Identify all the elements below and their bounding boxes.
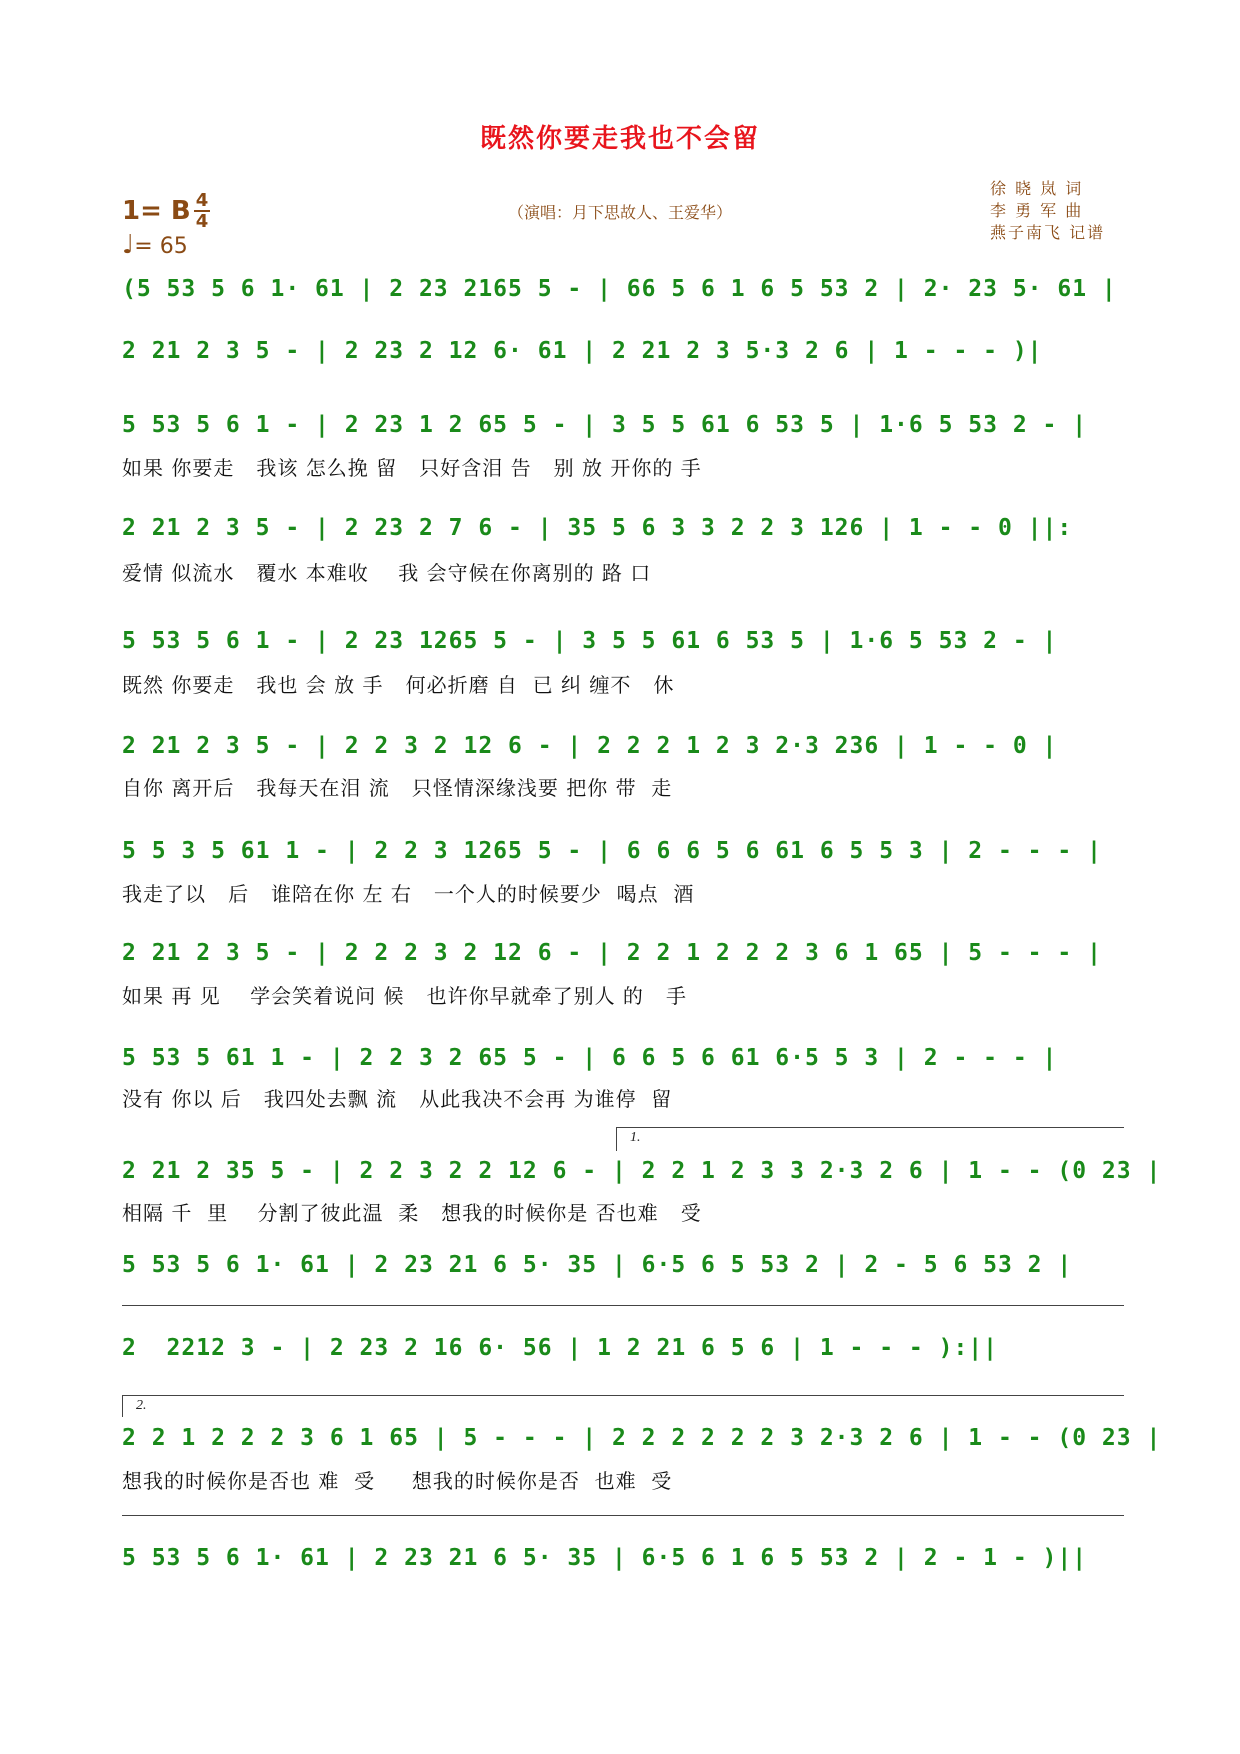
- tempo-value: = 65: [134, 234, 188, 259]
- lyrics-row-7: 我走了以 后 谁陪在你 左 右 一个人的时候要少 喝点 酒: [122, 882, 695, 906]
- notes-row-6: 2 21 2 3 5 - | 2 2 3 2 12 6 - | 2 2 2 1 2 3 2·3 236 | 1 - - 0 |: [122, 733, 1058, 759]
- song-title: 既然你要走我也不会留: [479, 124, 760, 154]
- key-signature: 1= B: [122, 196, 191, 226]
- lyrics-row-3: 如果 你要走 我该 怎么挽 留 只好含泪 告 别 放 开你的 手: [122, 456, 702, 480]
- notes-row-11: 5 53 5 6 1· 61 | 2 23 21 6 5· 35 | 6·5 6 5 53 2 | 2 - 5 6 53 2 |: [122, 1252, 1073, 1278]
- lyrics-row-5: 既然 你要走 我也 会 放 手 何必折磨 自 已 纠 缠不 休: [122, 673, 675, 697]
- meter-top: 4: [195, 190, 209, 211]
- notes-row-8: 2 21 2 3 5 - | 2 2 2 3 2 12 6 - | 2 2 1 2 2 2 3 6 1 65 | 5 - - - |: [122, 940, 1102, 966]
- notes-row-9: 5 53 5 61 1 - | 2 2 3 2 65 5 - | 6 6 5 6 61 6·5 5 3 | 2 - - - |: [122, 1045, 1058, 1071]
- notes-row-4: 2 21 2 3 5 - | 2 23 2 7 6 - | 35 5 6 3 3 2 2 3 126 | 1 - - 0 ||:: [122, 515, 1073, 541]
- lyrics-row-9: 没有 你以 后 我四处去飘 流 从此我决不会再 为谁停 留: [122, 1087, 673, 1111]
- volta-1-label: 1.: [630, 1130, 641, 1145]
- volta-2-continuation: [122, 1515, 1124, 1516]
- notes-row-2: 2 21 2 3 5 - | 2 23 2 12 6· 61 | 2 21 2 3 5·3 2 6 | 1 - - - )|: [122, 338, 1043, 364]
- volta-1-bracket: [616, 1127, 617, 1151]
- notes-row-7: 5 5 3 5 61 1 - | 2 2 3 1265 5 - | 6 6 6 5 6 61 6 5 5 3 | 2 - - - |: [122, 838, 1102, 864]
- meter-bottom: 4: [195, 211, 209, 232]
- credit-lyricist: 徐 晓 岚 词: [990, 179, 1084, 198]
- tempo-marking: [122, 230, 188, 260]
- lyrics-row-10: 相隔 千 里 分割了彼此温 柔 想我的时候你是 否也难 受: [122, 1201, 702, 1225]
- quarter-note-icon: ♩: [122, 230, 135, 260]
- singers: （演唱：月下思故人、王爱华）: [507, 203, 732, 222]
- notes-row-10: 2 21 2 35 5 - | 2 2 3 2 2 12 6 - | 2 2 1 2 3 3 2·3 2 6 | 1 - - (0 23 |: [122, 1158, 1162, 1184]
- notes-row-14: 5 53 5 6 1· 61 | 2 23 21 6 5· 35 | 6·5 6 1 6 5 53 2 | 2 - 1 - )||: [122, 1545, 1088, 1571]
- volta-2-label: 2.: [136, 1398, 147, 1413]
- notes-row-13: 2 2 1 2 2 2 3 6 1 65 | 5 - - - | 2 2 2 2 2 2 3 2·3 2 6 | 1 - - (0 23 |: [122, 1425, 1162, 1451]
- credit-composer: 李 勇 军 曲: [990, 201, 1084, 220]
- credit-transcriber: 燕子南飞 记谱: [990, 223, 1106, 242]
- volta-2-bracket: [122, 1395, 123, 1417]
- lyrics-row-4: 爱情 似流水 覆水 本难收 我 会守候在你离别的 路 口: [122, 561, 652, 585]
- notes-row-5: 5 53 5 6 1 - | 2 23 1265 5 - | 3 5 5 61 6 53 5 | 1·6 5 53 2 - |: [122, 628, 1058, 654]
- volta-1-continuation: [122, 1305, 1124, 1306]
- notes-row-12: 2 2212 3 - | 2 23 2 16 6· 56 | 1 2 21 6 5 6 | 1 - - - ):||: [122, 1335, 998, 1361]
- lyrics-row-13: 想我的时候你是否也 难 受 想我的时候你是否 也难 受: [122, 1469, 673, 1493]
- notes-row-1: (5 53 5 6 1· 61 | 2 23 2165 5 - | 66 5 6 1 6 5 53 2 | 2· 23 5· 61 |: [122, 276, 1117, 302]
- notes-row-3: 5 53 5 6 1 - | 2 23 1 2 65 5 - | 3 5 5 61 6 53 5 | 1·6 5 53 2 - |: [122, 412, 1088, 438]
- credits: [990, 178, 1105, 244]
- lyrics-row-8: 如果 再 见 学会笑着说问 候 也许你早就牵了别人 的 手: [122, 984, 688, 1008]
- lyrics-row-6: 自你 离开后 我每天在泪 流 只怪情深缘浅要 把你 带 走: [122, 776, 673, 800]
- volta-2-line: [122, 1395, 1124, 1396]
- volta-1-line: [616, 1127, 1124, 1128]
